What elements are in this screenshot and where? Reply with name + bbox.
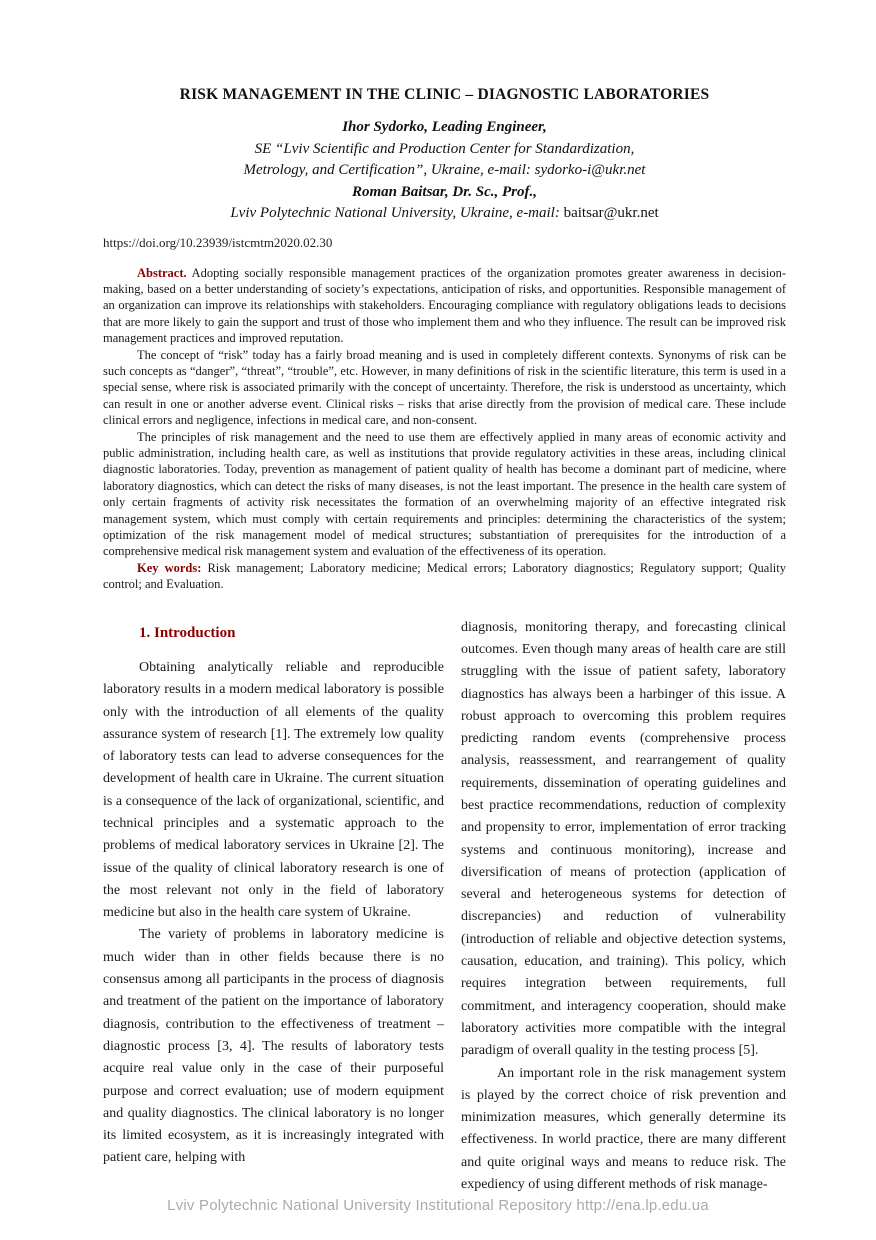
abstract-paragraph-1: [103, 265, 786, 347]
doi-link: https://doi.org/10.23939/istcmtm2020.02.30: [103, 234, 333, 250]
intro-paragraph-2: The variety of problems in laboratory medicine is much wider than in other fields because there is no consensus among all participants in the process of diagnosis and treatment of the patient on the importance of laboratory diagnosis, contribution to the effectiveness of treatment – diagnostic process [3, 4]. The results of laboratory tests acquire real value only in the case of their purposeful purpose and correct evaluation; use of modern equipment and quality diagnostics. The clinical laboratory is no longer its limited ecosystem, as it is increasingly integrated with patient care, helping with: [103, 927, 444, 1166]
author1-name: Ihor Sydorko, Leading Engineer,: [342, 119, 547, 135]
author2-affiliation-text: Lviv Polytechnic National University, Ukraine, e-mail:: [230, 205, 560, 221]
author2-affiliation: [103, 203, 786, 225]
author2-name: Roman Baitsar, Dr. Sc., Prof.,: [351, 183, 538, 200]
intro-paragraph-1: Obtaining analytically reliable and reproducible laboratory results in a modern medical laboratory is possible only with the introduction of all elements of the quality assurance system of research [1]. The extremely low quality of laboratory tests can lead to adverse consequences for the development of health care in Ukraine. The current situation is a consequence of the lack of organizational, scientific, and technical principles and a systematic approach to the problems of medical laboratory services in Ukraine [2]. The issue of the quality of clinical laboratory research is one of the most relevant not only in the field of laboratory medicine but also in the health care system of Ukraine.: [103, 659, 444, 921]
abstract-text-1: Adopting socially responsible management practices of the organization promotes greater awareness in decision-making, based on a better understanding of society’s expectations, anticipation of risks, and opportunities. Responsible management of an organization can improve its relationships with stakeholders. Encouraging compliance with regulatory obligations leads to decisions that are more likely to gain the support and trust of those who implement them and who they influence. The result can be improved risk management practices and improved reputation.: [103, 265, 786, 346]
abstract-paragraph-3: The principles of risk management and the need to use them are effectively applied in many areas of economic activity and public administration, including health care, as well as institutions that provide regulatory activities in these areas, including clinical diagnostic laboratories. Today, prevention as management of patient quality of health has become a dominant part of medicine, where laboratory diagnostics, which can detect the risks of many diseases, is not the least important. The presence in the health care system of only certain fragments of activity risk necessitates the formation of an overwhelming majority of an effective integrated risk management system, which must comply with certain requirements and principles: determining the characteristics of the system; optimization of the risk management model of medical structures; substantiation of prerequisites for the introduction of a comprehensive medical risk management system and evaluation of the effectiveness of its operation.: [103, 429, 786, 559]
two-column-body: [103, 617, 786, 1197]
author-block: [103, 117, 786, 225]
keywords-paragraph: [103, 560, 786, 593]
abstract-label: Abstract.: [137, 265, 187, 280]
right-column: [461, 617, 786, 1197]
author2-email: baitsar@ukr.net: [563, 205, 659, 221]
author1-affiliation-line1: SE “Lviv Scientific and Production Center for Standardization,: [254, 140, 635, 157]
left-column: [103, 617, 444, 1197]
abstract-paragraph-2: The concept of “risk” today has a fairly broad meaning and is used in completely different contexts. Synonyms of risk can be such concepts as “danger”, “threat”, “trouble”, etc. However, in many definitions of risk in the scientific literature, this term is used in a special sense, where risk is associated primarily with the concept of uncertainty. Therefore, the risk is understood as uncertainty, which can result in one or another adverse event. Clinical risks – risks that arise directly from the provision of medical care. These include clinical errors and negligence, infections in medical care, and non-consent.: [103, 347, 786, 428]
author1-affiliation-line2: Metrology, and Certification”, Ukraine, e-mail: sydorko-i@ukr.net: [243, 162, 646, 178]
keywords-label: Key words:: [137, 560, 202, 575]
intro-paragraph-3: An important role in the risk management system is played by the correct choice of risk prevention and minimization measures, which generally determine its effectiveness. In world practice, there are many different and quite original ways and means to reduce risk. The expediency of using different methods of risk manage-: [461, 1065, 786, 1193]
repository-footer: Lviv Polytechnic National University Institutional Repository http://ena.lp.edu.ua: [167, 1197, 709, 1214]
section-heading-introduction: 1. Introduction: [139, 624, 236, 641]
abstract-section: [103, 265, 786, 593]
intro-paragraph-2-continued: diagnosis, monitoring therapy, and forecasting clinical outcomes. Even though many areas of health care are still struggling with the issue of patient safety, laboratory diagnostics has always been a harbinger of this issue. A robust approach to overcoming this problem requires predicting random events (comprehensive process analysis, reassessment, and rearrangement of quality requirements, dissemination of operating guidelines and best practice recommendations, reduction of complexity and propensity to error, implementation of error tracking systems and continuous monitoring), increase and diversification of means of protection (application of several and heterogeneous systems for detection of discrepancies) and reduction of vulnerability (introduction of reliable and objective detection systems, causation, education, and training). This policy, which requires integration between requirements, full commitment, and interagency cooperation, should make laboratory activities more compatible with the integral paradigm of overall quality in the testing process [5].: [461, 619, 786, 1059]
paper-title: RISK MANAGEMENT IN THE CLINIC – DIAGNOSTIC LABORATORIES: [179, 86, 710, 103]
keywords-text: Risk management; Laboratory medicine; Medical errors; Laboratory diagnostics; Regulatory support; Quality control; and Evaluation.: [103, 560, 786, 592]
